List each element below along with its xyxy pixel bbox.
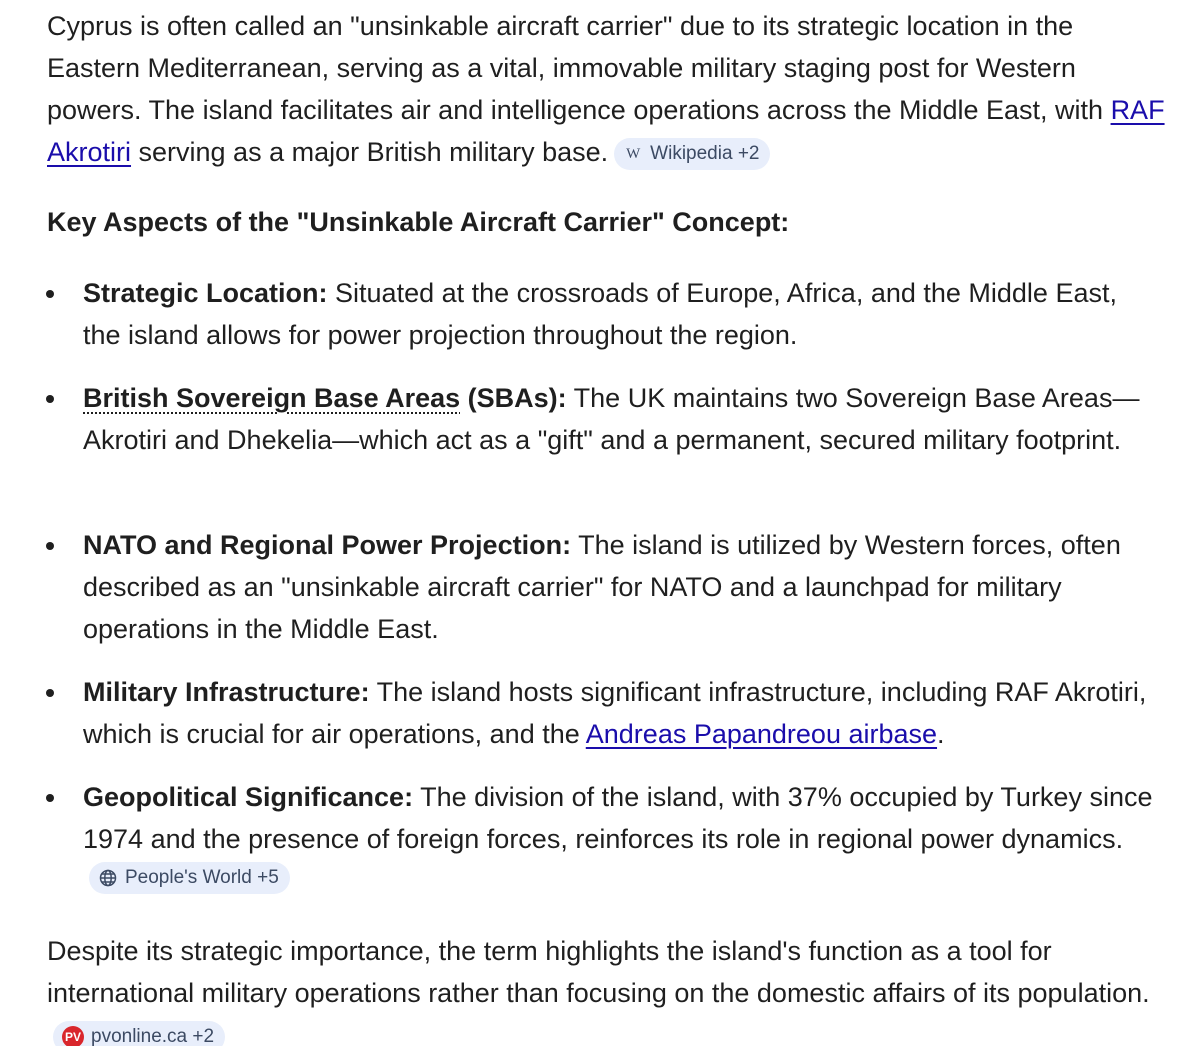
source-chip-label: pvonline.ca +2 xyxy=(91,1026,215,1046)
bullet-text: The division of the island, with 37% occupied by Turkey since 1974 and the presence of foreign forces, reinforces its role in regional power dynamics. xyxy=(83,782,1153,854)
wikipedia-icon: W xyxy=(626,146,641,162)
list-item-sovereign-base-areas xyxy=(83,377,1158,461)
sovereign-base-areas-link[interactable]: British Sovereign Base Areas xyxy=(83,383,461,413)
bullet-dot xyxy=(46,290,54,298)
bullet-text: The UK maintains two Sovereign Base Areas—Akrotiri and Dhekelia—which act as a "gift" and a permanent, secured military footprint. xyxy=(83,383,1140,455)
bullet-term: Military Infrastructure: xyxy=(83,677,370,707)
source-chip-peoples-world[interactable] xyxy=(89,862,290,894)
bullet-term-suffix: (SBAs): xyxy=(460,383,567,413)
bullet-text: The island hosts significant infrastructure, including RAF Akrotiri, which is crucial for air operations, and the xyxy=(83,677,1147,749)
andreas-papandreou-airbase-link[interactable]: Andreas Papandreou airbase xyxy=(585,719,938,749)
bullet-text: The island is utilized by Western forces, often described as an "unsinkable aircraft carrier" for NATO and a launchpad for military operations in the Middle East. xyxy=(83,530,1121,644)
source-chip-pvonline[interactable] xyxy=(53,1021,225,1046)
intro-paragraph xyxy=(47,5,1172,173)
bullet-term: Geopolitical Significance: xyxy=(83,782,414,812)
source-chip-label: People's World +5 xyxy=(125,867,279,888)
bullet-dot xyxy=(46,689,54,697)
section-heading: Key Aspects of the "Unsinkable Aircraft Carrier" Concept: xyxy=(47,207,790,237)
intro-text: Cyprus is often called an "unsinkable aircraft carrier" due to its strategic location in the Eastern Mediterranean, serving as a vital, immovable military staging post for Western powers. The island facilitates air and intelligence operations across the Middle East, with xyxy=(47,11,1111,125)
source-chip-label: Wikipedia +2 xyxy=(650,143,760,164)
intro-text-end: serving as a major British military base. xyxy=(131,137,609,167)
globe-icon xyxy=(98,868,118,888)
bullet-dot xyxy=(46,395,54,403)
source-chip-wikipedia[interactable] xyxy=(614,138,770,170)
bullet-dot xyxy=(46,542,54,550)
list-item-strategic-location xyxy=(83,272,1158,356)
pvonline-icon: PV xyxy=(62,1026,84,1046)
bullet-term: NATO and Regional Power Projection: xyxy=(83,530,572,560)
outro-text: Despite its strategic importance, the term highlights the island's function as a tool for international military operations rather than focusing on the domestic affairs of its population. xyxy=(47,936,1150,1008)
bullet-text-end: . xyxy=(937,719,945,749)
bullet-term: Strategic Location: xyxy=(83,278,328,308)
outro-paragraph xyxy=(47,930,1172,1046)
list-item-military-infrastructure xyxy=(83,671,1158,755)
list-item-geopolitical-significance xyxy=(83,776,1158,902)
raf-akrotiri-link[interactable]: RAF Akrotiri xyxy=(47,95,1165,167)
bullet-dot xyxy=(46,794,54,802)
list-item-nato-power-projection xyxy=(83,524,1158,650)
bullet-text: Situated at the crossroads of Europe, Africa, and the Middle East, the island allows for power projection throughout the region. xyxy=(83,278,1117,350)
